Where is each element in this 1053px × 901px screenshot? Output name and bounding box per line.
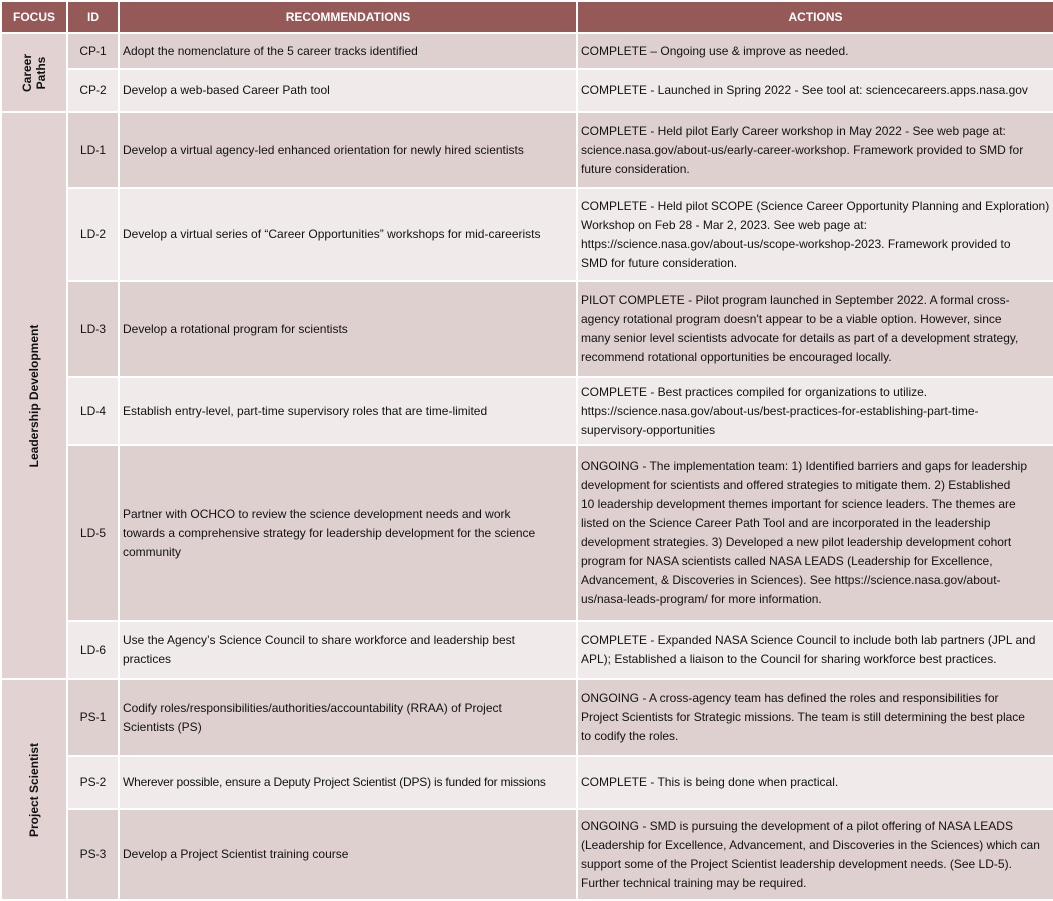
row-id: LD-1 (67, 112, 119, 188)
row-recommendation: Adopt the nomenclature of the 5 career tracks identified (119, 33, 577, 69)
row-id: PS-2 (67, 756, 119, 809)
focus-label: Leadership Development (27, 324, 41, 467)
row-recommendation: Develop a web-based Career Path tool (119, 69, 577, 112)
row-id: CP-1 (67, 33, 119, 69)
row-action: COMPLETE - This is being done when practical. (577, 756, 1053, 809)
row-id: LD-4 (67, 377, 119, 445)
table-row (1, 679, 1053, 756)
table-row (1, 188, 1053, 281)
table-row (1, 445, 1053, 621)
row-recommendation: Establish entry-level, part-time supervisory roles that are time-limited (119, 377, 577, 445)
row-recommendation: Develop a virtual series of “Career Opportunities” workshops for mid-careerists (119, 188, 577, 281)
table-row (1, 621, 1053, 679)
focus-project-scientist (1, 679, 67, 900)
table-row (1, 112, 1053, 188)
table-row (1, 281, 1053, 377)
header-id: ID (67, 1, 119, 33)
header-recommendations: RECOMMENDATIONS (119, 1, 577, 33)
row-recommendation: Develop a virtual agency-led enhanced orientation for newly hired scientists (119, 112, 577, 188)
row-action: COMPLETE – Ongoing use & improve as needed. (577, 33, 1053, 69)
row-action: COMPLETE - Held pilot Early Career workshop in May 2022 - See web page at: science.nasa.gov/about-us/early-career-workshop. Framework provided to SMD for future consideration. (577, 112, 1053, 188)
table-row (1, 33, 1053, 69)
header-row (1, 1, 1053, 33)
row-recommendation: Develop a Project Scientist training course (119, 809, 577, 900)
focus-label: Career Paths (20, 53, 48, 92)
focus-career-paths (1, 33, 67, 112)
row-action: PILOT COMPLETE - Pilot program launched in September 2022. A formal cross- agency rotational program doesn't appear to be a viable option. However, since many senior level scientists advocate for details as part of a development strategy, recommend rotational opportunities be encouraged locally. (577, 281, 1053, 377)
row-id: LD-5 (67, 445, 119, 621)
focus-leadership-development (1, 112, 67, 679)
row-id: CP-2 (67, 69, 119, 112)
row-action: ONGOING - A cross-agency team has defined the roles and responsibilities for Project Scientists for Strategic missions. The team is still determining the best place to codify the roles. (577, 679, 1053, 756)
row-action: COMPLETE - Launched in Spring 2022 - See tool at: sciencecareers.apps.nasa.gov (577, 69, 1053, 112)
row-id: PS-3 (67, 809, 119, 900)
row-recommendation: Develop a rotational program for scientists (119, 281, 577, 377)
row-id: LD-2 (67, 188, 119, 281)
header-actions: ACTIONS (577, 1, 1053, 33)
header-focus: FOCUS (1, 1, 67, 33)
row-action: COMPLETE - Expanded NASA Science Council to include both lab partners (JPL and APL); Established a liaison to the Council for sharing workforce best practices. (577, 621, 1053, 679)
row-id: PS-1 (67, 679, 119, 756)
row-recommendation: Wherever possible, ensure a Deputy Project Scientist (DPS) is funded for missions (119, 756, 577, 809)
row-action: COMPLETE - Held pilot SCOPE (Science Career Opportunity Planning and Exploration) Workshop on Feb 28 - Mar 2, 2023. See web page at: https://science.nasa.gov/about-us/scope-workshop-2023. Framework provided to SMD for future consideration. (577, 188, 1053, 281)
row-action: ONGOING - The implementation team: 1) Identified barriers and gaps for leadership development for scientists and offered strategies to mitigate them. 2) Established 10 leadership development themes important for science leaders. The themes are listed on the Science Career Path Tool and are incorporated in the leadership development strategies. 3) Developed a new pilot leadership development cohort program for NASA scientists called NASA LEADS (Leadership for Excellence, Advancement, & Discoveries in Sciences). See https://science.nasa.gov/about- us/nasa-leads-program/ for more information. (577, 445, 1053, 621)
table-row (1, 756, 1053, 809)
row-action: ONGOING - SMD is pursuing the development of a pilot offering of NASA LEADS (Leadership for Excellence, Advancement, and Discoveries in the Sciences) which can support some of the Project Scientist leadership development needs. (See LD-5). Further technical training may be required. (577, 809, 1053, 900)
row-action: COMPLETE - Best practices compiled for organizations to utilize. https://science.nasa.gov/about-us/best-practices-for-establishing-part-time- supervisory-opportunities (577, 377, 1053, 445)
table-row (1, 377, 1053, 445)
row-id: LD-3 (67, 281, 119, 377)
row-recommendation: Codify roles/responsibilities/authorities/accountability (RRAA) of Project Scientists (PS) (119, 679, 577, 756)
focus-label: Project Scientist (27, 742, 41, 837)
row-recommendation: Use the Agency’s Science Council to share workforce and leadership best practices (119, 621, 577, 679)
table-row (1, 69, 1053, 112)
row-id: LD-6 (67, 621, 119, 679)
row-recommendation: Partner with OCHCO to review the science development needs and work towards a comprehensive strategy for leadership development for the science community (119, 445, 577, 621)
table-row (1, 809, 1053, 900)
